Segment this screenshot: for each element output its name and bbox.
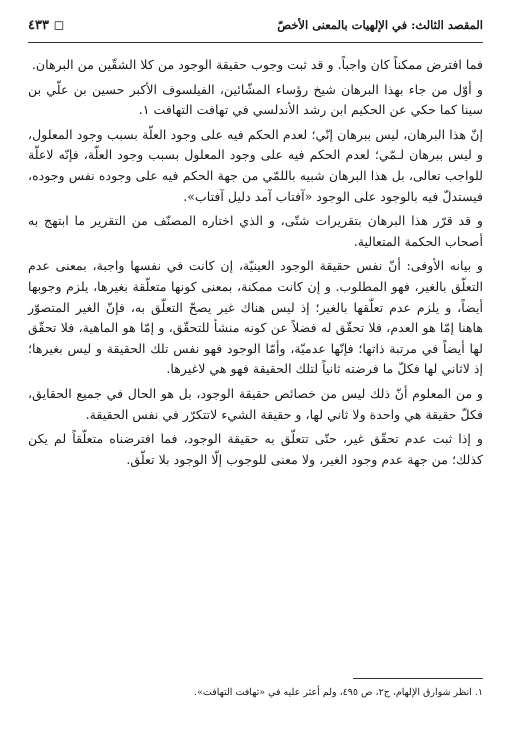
paragraph: و من المعلوم أنّ ذلك ليس من خصائص حقيقة الوجود، بل هو الحال في جميع الحقايق، فكلّ حقيقة هي واحدة ولا ثاني لها، و حقيقة الشيء لاتتكرّر في نفس الحقيقة.	[28, 385, 483, 422]
footnote: ١. انظر شوارق الإلهام، ج٢، ص ٤٩٥، ولم أعثر عليه في «تهافت التهافت».	[194, 687, 483, 698]
footnote-separator	[353, 678, 483, 679]
paragraph: إنّ هذا البرهان، ليس ببرهان إنّي؛ لعدم الحكم فيه على وجود العلّة بسبب وجود المعلول، و ليس ببرهان لـمّي؛ لعدم الحكم فيه على وجود المعلول بسبب وجود العلّة، فإنّه لاعلّة للواجب تعالى، بل هذا البرهان شبيه باللمّي من جهة الحكم فيه على وجوده نفس وجوده، فيستدلّ فيه بالوجود على الوجود «آفتاب آمد دليل آفتاب».	[28, 126, 483, 204]
paragraph: و قد قرّر هذا البرهان بتقريرات شتّى، و الذي اختاره المصنّف من التقرير ما ابتهج به أصحاب الحكمة المتعالية.	[28, 213, 483, 249]
running-header	[28, 0, 483, 43]
main-text	[28, 55, 483, 470]
running-title: المقصد الثالث: في الإلهيات بالمعنى الأخصّ	[277, 18, 483, 32]
paragraph: و بيانه الأوفى: أنّ نفس حقيقة الوجود العينيّة، إن كانت في نفسها واجبة، بمعنى عدم التعلّق بالغير، فهو المطلوب. و إن كانت ممكنة، بمعنى كونها متعلّقة بغيرها، يلزم وجوبها أيضاً، و يلزم عدم تعلّقها بالغير؛ إذ ليس هناك غير يصحّ التعلّق به، فإنّ الغير المتصوّر هاهنا إمّا هو العدم، فلا تحقّق له فضلاً عن كونه منشأ للتحقّق، و إمّا هو الماهية، فلا تحقّق لها أيضاً في مرتبة ذاتها؛ فإنّها عدميّة، وأمّا الوجود فهو نفس تلك الحقيقة و ليس بغيرها؛ إذ لاثاني لها فكلّ ما فرضته ثانياً لتلك الحقيقة فهو هي لاغيرها.	[28, 258, 483, 377]
paragraph: فما افترض ممكناً كان واجباً. و قد ثبت وجوب حقيقة الوجود من كلا الشقّين من البرهان.	[31, 57, 483, 72]
paragraph: و إذا ثبت عدم تحقّق غير، حتّى تتعلّق به حقيقة الوجود، فما افترضناه متعلّقاً لم يكن كذلك؛ من جهة عدم وجود الغير، ولا معنى للوجوب إلّا الوجود بلا تعلّق.	[28, 431, 483, 467]
paragraph: و أوّل من جاء بهذا البرهان شيخ رؤساء المشّائين، الفيلسوف الأكبر حسين بن علّي بن سينا كما حكي عن الحكيم ابن رشد الأندلسي في تهافت التهافت ١.	[28, 81, 483, 118]
page-number: ◻ ٤٣٣	[28, 17, 65, 33]
